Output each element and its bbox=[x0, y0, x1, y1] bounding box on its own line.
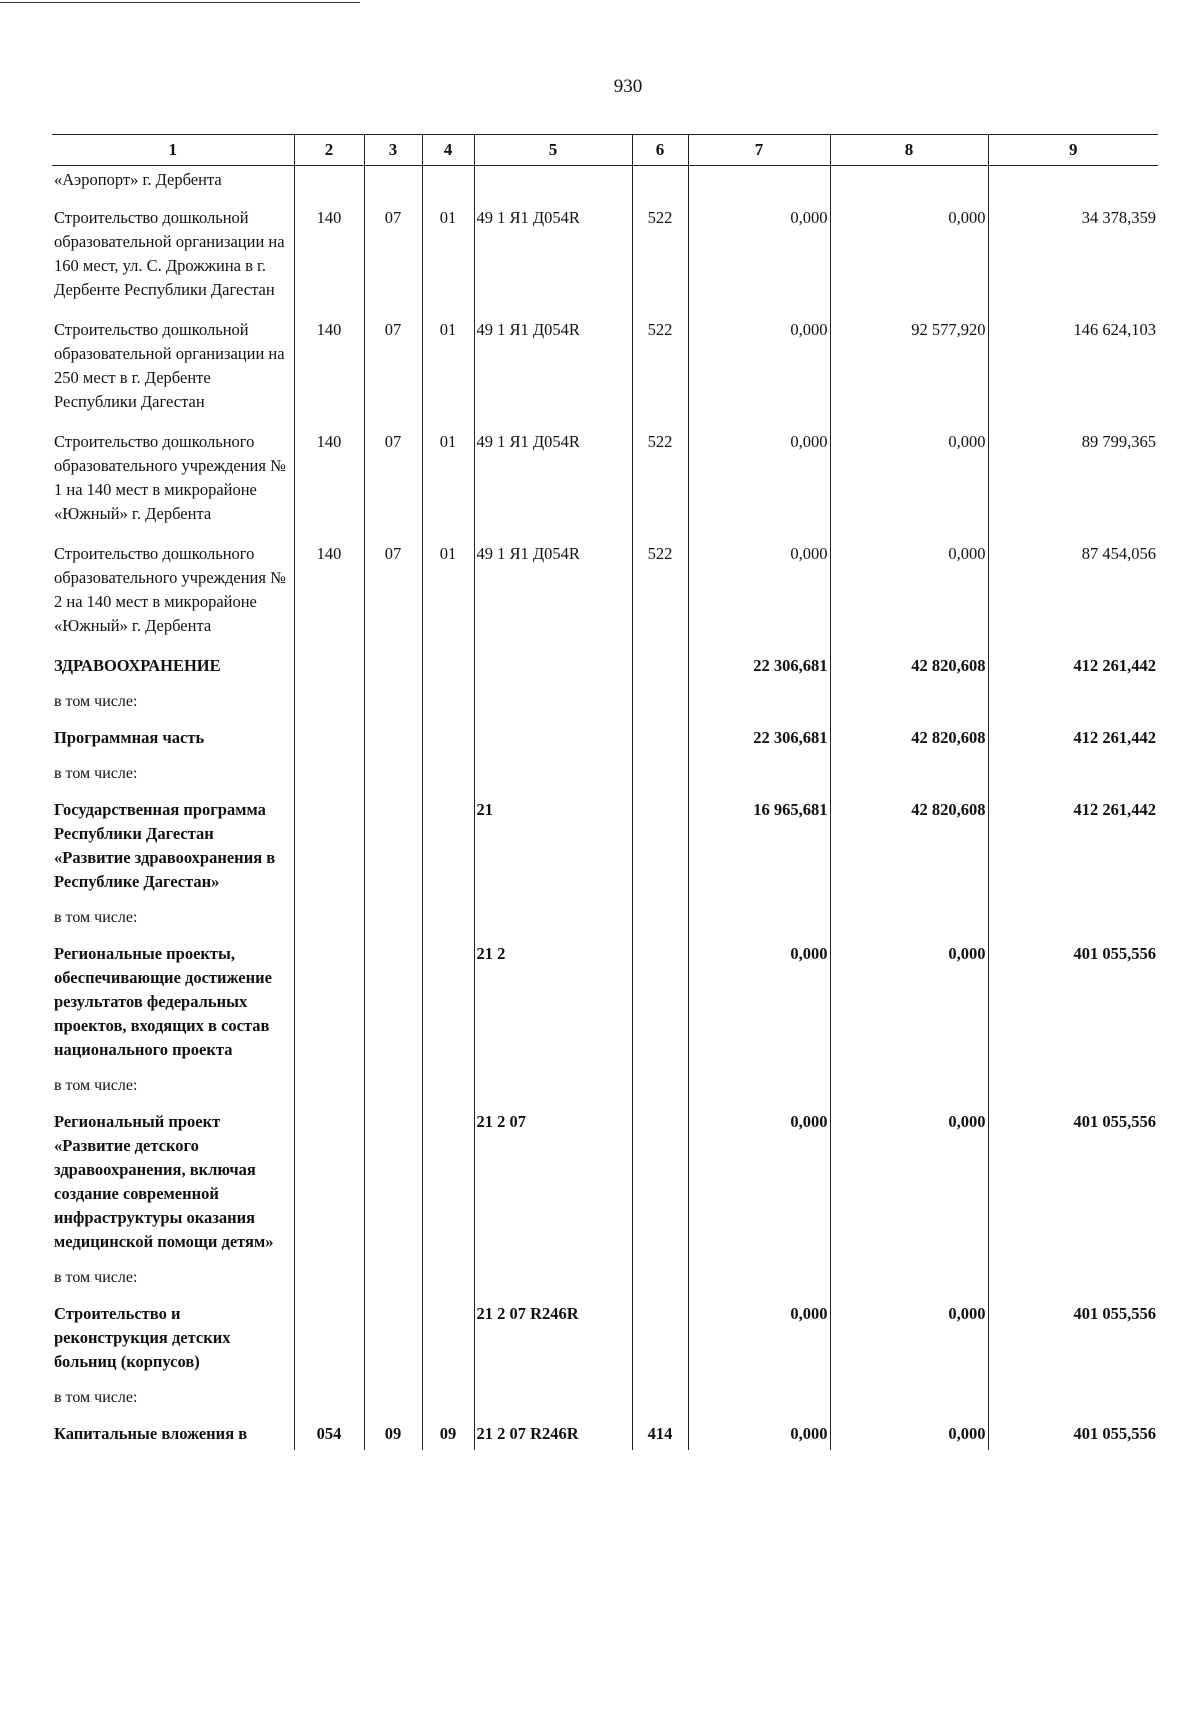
row-value-cell: 0,000 bbox=[830, 1418, 988, 1450]
row-value-cell bbox=[830, 1386, 988, 1418]
table-row bbox=[52, 1074, 1158, 1106]
row-section-cell: 09 bbox=[364, 1418, 422, 1450]
row-value-cell: 0,000 bbox=[830, 426, 988, 538]
row-code-cell bbox=[294, 762, 364, 794]
budget-table bbox=[52, 134, 1158, 1450]
row-target-cell bbox=[474, 906, 632, 938]
row-target-cell: 21 2 07 R246R bbox=[474, 1298, 632, 1386]
row-value-cell: 412 261,442 bbox=[988, 722, 1158, 762]
row-value-cell: 34 378,359 bbox=[988, 202, 1158, 314]
row-name-cell: Программная часть bbox=[54, 728, 205, 747]
row-target-cell: 49 1 Я1 Д054R bbox=[474, 426, 632, 538]
row-target-cell: 49 1 Я1 Д054R bbox=[474, 538, 632, 650]
row-value-cell: 92 577,920 bbox=[830, 314, 988, 426]
row-target-cell bbox=[474, 1386, 632, 1418]
row-value-cell: 0,000 bbox=[830, 1106, 988, 1266]
row-section-cell: 07 bbox=[364, 202, 422, 314]
row-subsection-cell bbox=[422, 1074, 474, 1106]
row-subsection-cell: 01 bbox=[422, 538, 474, 650]
page-number: 930 bbox=[613, 76, 643, 97]
row-target-cell: 21 2 07 bbox=[474, 1106, 632, 1266]
row-value-cell bbox=[688, 166, 830, 203]
row-section-cell bbox=[364, 794, 422, 906]
row-section-cell: 07 bbox=[364, 426, 422, 538]
row-value-cell bbox=[688, 1266, 830, 1298]
table-row bbox=[52, 166, 1158, 203]
row-type-cell: 522 bbox=[632, 202, 688, 314]
row-value-cell bbox=[988, 762, 1158, 794]
row-type-cell bbox=[632, 690, 688, 722]
page-top-rule bbox=[0, 2, 360, 3]
table-body bbox=[52, 166, 1158, 1451]
row-section-cell bbox=[364, 1106, 422, 1266]
row-value-cell: 0,000 bbox=[688, 1418, 830, 1450]
table-row bbox=[52, 202, 1158, 314]
row-code-cell bbox=[294, 690, 364, 722]
row-name-cell: Строительство дошкольной образовательной организации на 250 мест в г. Дербенте Республики Дагестан bbox=[54, 320, 285, 411]
column-header: 5 bbox=[474, 135, 632, 166]
row-type-cell bbox=[632, 1266, 688, 1298]
table-row bbox=[52, 1106, 1158, 1266]
table-row bbox=[52, 1386, 1158, 1418]
row-target-cell bbox=[474, 690, 632, 722]
row-type-cell bbox=[632, 762, 688, 794]
column-header: 7 bbox=[688, 135, 830, 166]
row-target-cell bbox=[474, 1074, 632, 1106]
row-subsection-cell bbox=[422, 166, 474, 203]
row-section-cell bbox=[364, 762, 422, 794]
row-value-cell bbox=[988, 906, 1158, 938]
table-row bbox=[52, 314, 1158, 426]
row-type-cell: 522 bbox=[632, 538, 688, 650]
row-value-cell bbox=[688, 906, 830, 938]
row-subsection-cell: 01 bbox=[422, 426, 474, 538]
column-header: 6 bbox=[632, 135, 688, 166]
column-header: 3 bbox=[364, 135, 422, 166]
row-subsection-cell bbox=[422, 690, 474, 722]
row-value-cell bbox=[688, 1074, 830, 1106]
row-value-cell bbox=[830, 166, 988, 203]
row-section-cell bbox=[364, 906, 422, 938]
table-row bbox=[52, 426, 1158, 538]
row-type-cell bbox=[632, 906, 688, 938]
row-code-cell bbox=[294, 1386, 364, 1418]
row-code-cell bbox=[294, 906, 364, 938]
row-value-cell bbox=[988, 1386, 1158, 1418]
table-row bbox=[52, 538, 1158, 650]
row-subsection-cell bbox=[422, 794, 474, 906]
row-value-cell bbox=[830, 762, 988, 794]
row-name-cell: Региональные проекты, обеспечивающие достижение результатов федеральных проектов, входящих в состав национального проекта bbox=[54, 944, 272, 1059]
row-value-cell: 0,000 bbox=[688, 314, 830, 426]
row-value-cell: 412 261,442 bbox=[988, 794, 1158, 906]
row-value-cell: 0,000 bbox=[830, 538, 988, 650]
row-target-cell bbox=[474, 1266, 632, 1298]
row-value-cell: 146 624,103 bbox=[988, 314, 1158, 426]
row-code-cell: 140 bbox=[294, 538, 364, 650]
row-value-cell: 0,000 bbox=[830, 1298, 988, 1386]
row-value-cell: 0,000 bbox=[688, 1106, 830, 1266]
row-target-cell: 21 2 bbox=[474, 938, 632, 1074]
row-section-cell bbox=[364, 1266, 422, 1298]
row-section-cell bbox=[364, 690, 422, 722]
row-subsection-cell bbox=[422, 762, 474, 794]
row-value-cell: 0,000 bbox=[688, 1298, 830, 1386]
row-name-cell: в том числе: bbox=[54, 1269, 138, 1286]
row-value-cell bbox=[688, 1386, 830, 1418]
row-value-cell: 0,000 bbox=[688, 538, 830, 650]
row-code-cell: 054 bbox=[294, 1418, 364, 1450]
row-value-cell bbox=[830, 1266, 988, 1298]
row-code-cell: 140 bbox=[294, 426, 364, 538]
row-subsection-cell bbox=[422, 1386, 474, 1418]
table-row bbox=[52, 906, 1158, 938]
row-code-cell bbox=[294, 794, 364, 906]
table-row bbox=[52, 794, 1158, 906]
row-code-cell bbox=[294, 938, 364, 1074]
row-value-cell: 42 820,608 bbox=[830, 722, 988, 762]
row-type-cell bbox=[632, 1074, 688, 1106]
row-name-cell: в том числе: bbox=[54, 909, 138, 926]
row-value-cell: 42 820,608 bbox=[830, 794, 988, 906]
row-code-cell bbox=[294, 1266, 364, 1298]
row-target-cell bbox=[474, 166, 632, 203]
row-value-cell bbox=[988, 690, 1158, 722]
row-type-cell: 522 bbox=[632, 314, 688, 426]
table-row bbox=[52, 1298, 1158, 1386]
table-row bbox=[52, 650, 1158, 690]
row-section-cell bbox=[364, 1386, 422, 1418]
row-section-cell bbox=[364, 938, 422, 1074]
row-name-cell: «Аэропорт» г. Дербента bbox=[54, 170, 222, 189]
row-section-cell bbox=[364, 1298, 422, 1386]
column-header: 8 bbox=[830, 135, 988, 166]
row-section-cell bbox=[364, 166, 422, 203]
table-row bbox=[52, 722, 1158, 762]
row-name-cell: Строительство дошкольной образовательной организации на 160 мест, ул. С. Дрожжина в г. Дербенте Республики Дагестан bbox=[54, 208, 285, 299]
row-type-cell bbox=[632, 722, 688, 762]
row-name-cell: ЗДРАВООХРАНЕНИЕ bbox=[54, 656, 221, 675]
row-section-cell: 07 bbox=[364, 538, 422, 650]
row-subsection-cell bbox=[422, 1266, 474, 1298]
row-name-cell: в том числе: bbox=[54, 1389, 138, 1406]
row-code-cell: 140 bbox=[294, 202, 364, 314]
row-subsection-cell bbox=[422, 1298, 474, 1386]
table-row bbox=[52, 1418, 1158, 1450]
row-value-cell bbox=[988, 166, 1158, 203]
row-value-cell: 87 454,056 bbox=[988, 538, 1158, 650]
row-target-cell bbox=[474, 762, 632, 794]
row-code-cell bbox=[294, 1298, 364, 1386]
row-subsection-cell bbox=[422, 650, 474, 690]
row-value-cell: 42 820,608 bbox=[830, 650, 988, 690]
row-value-cell: 412 261,442 bbox=[988, 650, 1158, 690]
table-row bbox=[52, 690, 1158, 722]
table-header-row bbox=[52, 135, 1158, 166]
row-target-cell: 49 1 Я1 Д054R bbox=[474, 202, 632, 314]
row-subsection-cell: 01 bbox=[422, 314, 474, 426]
row-type-cell: 522 bbox=[632, 426, 688, 538]
row-subsection-cell bbox=[422, 1106, 474, 1266]
row-value-cell bbox=[830, 690, 988, 722]
row-name-cell: в том числе: bbox=[54, 693, 138, 710]
row-code-cell bbox=[294, 1106, 364, 1266]
row-section-cell bbox=[364, 1074, 422, 1106]
row-type-cell bbox=[632, 1386, 688, 1418]
row-value-cell: 22 306,681 bbox=[688, 650, 830, 690]
row-type-cell: 414 bbox=[632, 1418, 688, 1450]
row-name-cell: Строительство дошкольного образовательного учреждения № 1 на 140 мест в микрорайоне «Южный» г. Дербента bbox=[54, 432, 286, 523]
row-value-cell bbox=[988, 1266, 1158, 1298]
row-name-cell: Капитальные вложения в bbox=[54, 1424, 248, 1443]
row-value-cell bbox=[830, 1074, 988, 1106]
row-subsection-cell: 09 bbox=[422, 1418, 474, 1450]
row-subsection-cell: 01 bbox=[422, 202, 474, 314]
row-value-cell: 0,000 bbox=[688, 202, 830, 314]
row-target-cell: 21 bbox=[474, 794, 632, 906]
table-row bbox=[52, 1266, 1158, 1298]
row-value-cell: 401 055,556 bbox=[988, 938, 1158, 1074]
row-type-cell bbox=[632, 938, 688, 1074]
row-value-cell: 0,000 bbox=[830, 938, 988, 1074]
row-value-cell: 0,000 bbox=[830, 202, 988, 314]
row-value-cell: 0,000 bbox=[688, 426, 830, 538]
row-subsection-cell bbox=[422, 722, 474, 762]
row-name-cell: Региональный проект «Развитие детского здравоохранения, включая создание современной инфраструктуры оказания медицинской помощи детям» bbox=[54, 1112, 274, 1251]
row-section-cell: 07 bbox=[364, 314, 422, 426]
row-target-cell bbox=[474, 650, 632, 690]
row-type-cell bbox=[632, 1298, 688, 1386]
row-subsection-cell bbox=[422, 938, 474, 1074]
row-section-cell bbox=[364, 650, 422, 690]
table-row bbox=[52, 762, 1158, 794]
table-row bbox=[52, 938, 1158, 1074]
row-value-cell: 401 055,556 bbox=[988, 1418, 1158, 1450]
row-type-cell bbox=[632, 794, 688, 906]
column-header: 1 bbox=[52, 135, 294, 166]
row-target-cell bbox=[474, 722, 632, 762]
row-section-cell bbox=[364, 722, 422, 762]
row-name-cell: Строительство и реконструкция детских больниц (корпусов) bbox=[54, 1304, 231, 1371]
row-value-cell: 0,000 bbox=[688, 938, 830, 1074]
row-code-cell: 140 bbox=[294, 314, 364, 426]
row-code-cell bbox=[294, 722, 364, 762]
row-code-cell bbox=[294, 1074, 364, 1106]
row-subsection-cell bbox=[422, 906, 474, 938]
row-name-cell: Государственная программа Республики Дагестан «Развитие здравоохранения в Республике Дагестан» bbox=[54, 800, 276, 891]
row-type-cell bbox=[632, 1106, 688, 1266]
row-name-cell: в том числе: bbox=[54, 1077, 138, 1094]
column-header: 4 bbox=[422, 135, 474, 166]
row-target-cell: 21 2 07 R246R bbox=[474, 1418, 632, 1450]
column-header: 2 bbox=[294, 135, 364, 166]
row-name-cell: в том числе: bbox=[54, 765, 138, 782]
row-value-cell: 89 799,365 bbox=[988, 426, 1158, 538]
column-header: 9 bbox=[988, 135, 1158, 166]
row-type-cell bbox=[632, 650, 688, 690]
row-value-cell bbox=[988, 1074, 1158, 1106]
row-value-cell: 401 055,556 bbox=[988, 1106, 1158, 1266]
row-value-cell: 22 306,681 bbox=[688, 722, 830, 762]
row-value-cell bbox=[830, 906, 988, 938]
row-value-cell: 16 965,681 bbox=[688, 794, 830, 906]
row-target-cell: 49 1 Я1 Д054R bbox=[474, 314, 632, 426]
row-value-cell bbox=[688, 762, 830, 794]
row-value-cell: 401 055,556 bbox=[988, 1298, 1158, 1386]
row-type-cell bbox=[632, 166, 688, 203]
row-code-cell bbox=[294, 650, 364, 690]
row-name-cell: Строительство дошкольного образовательного учреждения № 2 на 140 мест в микрорайоне «Южный» г. Дербента bbox=[54, 544, 286, 635]
row-code-cell bbox=[294, 166, 364, 203]
row-value-cell bbox=[688, 690, 830, 722]
